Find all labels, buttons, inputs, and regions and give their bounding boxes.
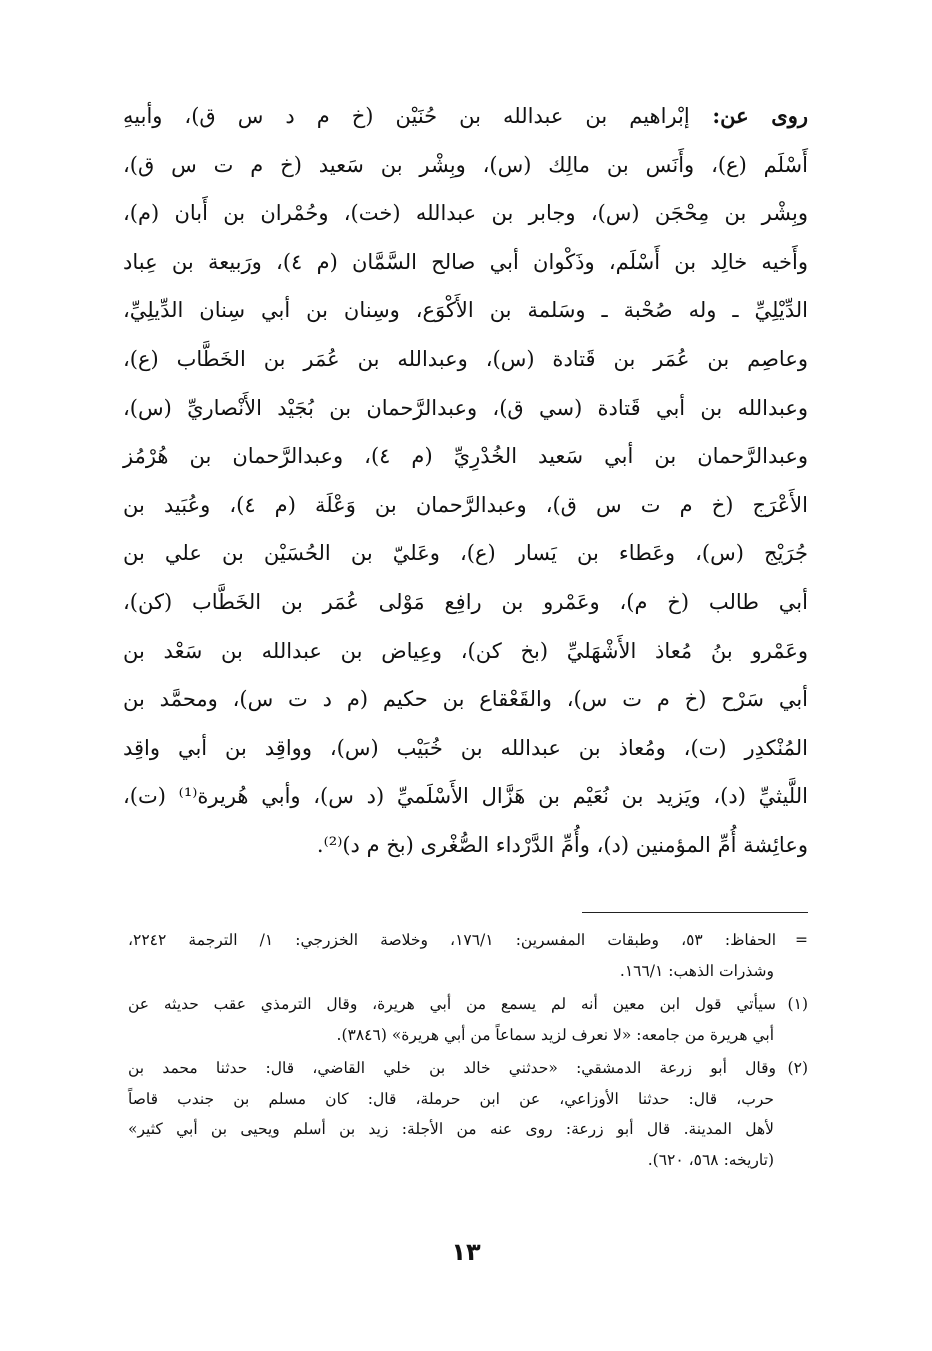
footnote-continued — [128, 925, 808, 986]
main-text-line: أبي طالب (خ م)، وعَمْرو بن رافِع مَوْلى عُمَر بن الخَطَّاب (كن)، — [123, 589, 808, 614]
main-text-line-rest: إبْراهيم بن عبدالله بن حُنَيْن (خ م د س ق)، وأبيهِ — [123, 104, 690, 128]
footnote-line: حرب، قال: حدثنا الأوزاعي، عن ابن حرملة، قال: كان مسلم بن جندب قاصاً — [128, 1089, 774, 1108]
footnote-line: أبي هريرة من جامعه: «لا نعرف لزيد سماعاً من أبي هريرة» (٣٨٤٦). — [336, 1025, 774, 1044]
footnote-1 — [128, 989, 808, 1050]
main-text-line: وعَمْرو بنُ مُعاذ الأَشْهَليِّ (بخ كن)، وعِياض بن عبدالله بن سَعْد بن — [123, 638, 808, 663]
footnote-line: (تاريخه: ٥٦٨، ٦٢٠). — [647, 1150, 774, 1169]
footnote-line — [128, 1053, 808, 1084]
main-text-line: وعاصِم بن عُمَر بن قَتادة (س)، وعبدالله بن عُمَر بن الخَطَّاب (ع)، — [123, 346, 808, 371]
main-text-line: الأَعْرَج (خ م ت س ق)، وعبدالرَّحمان بن وَعْلَة (م ٤)، وعُبَيد بن — [123, 492, 808, 517]
footnotes-block — [128, 925, 808, 1178]
footnote-2 — [128, 1053, 808, 1175]
main-text-line: أبي سَرْح (خ م ت س)، والقَعْقاع بن حكيم (م د ت س)، ومحمَّد بن — [123, 687, 808, 712]
footnote-line — [128, 925, 808, 956]
narrated-from-label: روى عن: — [689, 103, 809, 128]
footnote-separator — [582, 912, 808, 913]
footnote-line: لأهل المدينة. قال أبو زرعة: روى عنه من الأجلة: زيد بن أسلم ويحيى بن أبي كثير» — [128, 1120, 774, 1138]
page-number: ١٣ — [451, 1238, 481, 1266]
footnote-text: وقال أبو زرعة الدمشقي: «حدثني خالد بن خلي القاضي، قال: حدثنا محمد بن — [128, 1059, 776, 1077]
main-text-line: وأَخيه خالِد بن أَسْلَم، وذَكْوان أبي صالح السَّمَّان (م ٤)، ورَبيعة بن عِباد — [123, 249, 808, 274]
main-text-line: وبِشْر بن مِحْجَن (س)، وجابر بن عبدالله (خت)، وحُمْران بن أَبان (م)، — [123, 201, 808, 226]
footnote-text: الحفاظ: ٥٣، وطبقات المفسرين: ١٧٦/١، وخلاصة الخزرجي: ١/ الترجمة ٢٢٤٢، — [128, 931, 776, 949]
main-text-line: وعبدالله بن أبي قَتادة (سي ق)، وعبدالرَّحمان بن بُجَيْد الأَنْصاريِّ (س)، — [123, 395, 808, 420]
footnote-marker: = — [795, 931, 808, 949]
footnote-marker: (١) — [787, 995, 808, 1013]
footnote-line: وشذرات الذهب: ١٦٦/١. — [619, 961, 774, 980]
main-text-line — [123, 92, 808, 141]
footnote-marker: (٢) — [787, 1059, 808, 1077]
main-text-line: الدِّيْلِيِّ ـ وله صُحْبة ـ وسَلمة بن الأَكْوَع، وسِنان بن أبي سِنان الدِّيلِيِّ، — [123, 298, 808, 323]
main-text-line: وعبدالرَّحمان بن أبي سَعيد الخُدْرِيِّ (م ٤)، وعبدالرَّحمان بن هُرْمُز — [123, 444, 808, 469]
main-text-line: اللَّيثيِّ (د)، ويَزيد بن نُعَيْم بن هَزَّال الأَسْلَميِّ (د س)، وأبي هُريرة⁽¹⁾ (ت)، — [123, 784, 808, 809]
footnote-line — [128, 989, 808, 1020]
main-text-line: جُرَيْج (س)، وعَطاء بن يَسار (ع)، وعَليّ بن الحُسَيْن بن علي بن — [123, 541, 808, 566]
main-text-line: وعائِشة أُمِّ المؤمنين (د)، وأُمِّ الدَّرْداء الصُّغْرى (بخ م د)⁽²⁾. — [316, 832, 808, 857]
main-text-line: أَسْلَم (ع)، وأَنَس بن مالِك (س)، وبِشْر بن سَعيد (خ م ت س ق)، — [123, 152, 808, 177]
main-text-line: المُنْكدِر (ت)، ومُعاذ بن عبدالله بن خُبَيْب (س)، وواقِد بن أبي واقِد — [123, 735, 808, 760]
main-text-block — [123, 92, 808, 870]
footnote-text: سيأتي قول ابن معين أنه لم يسمع من أبي هريرة، وقال الترمذي عقب حديثه عن — [128, 995, 776, 1013]
